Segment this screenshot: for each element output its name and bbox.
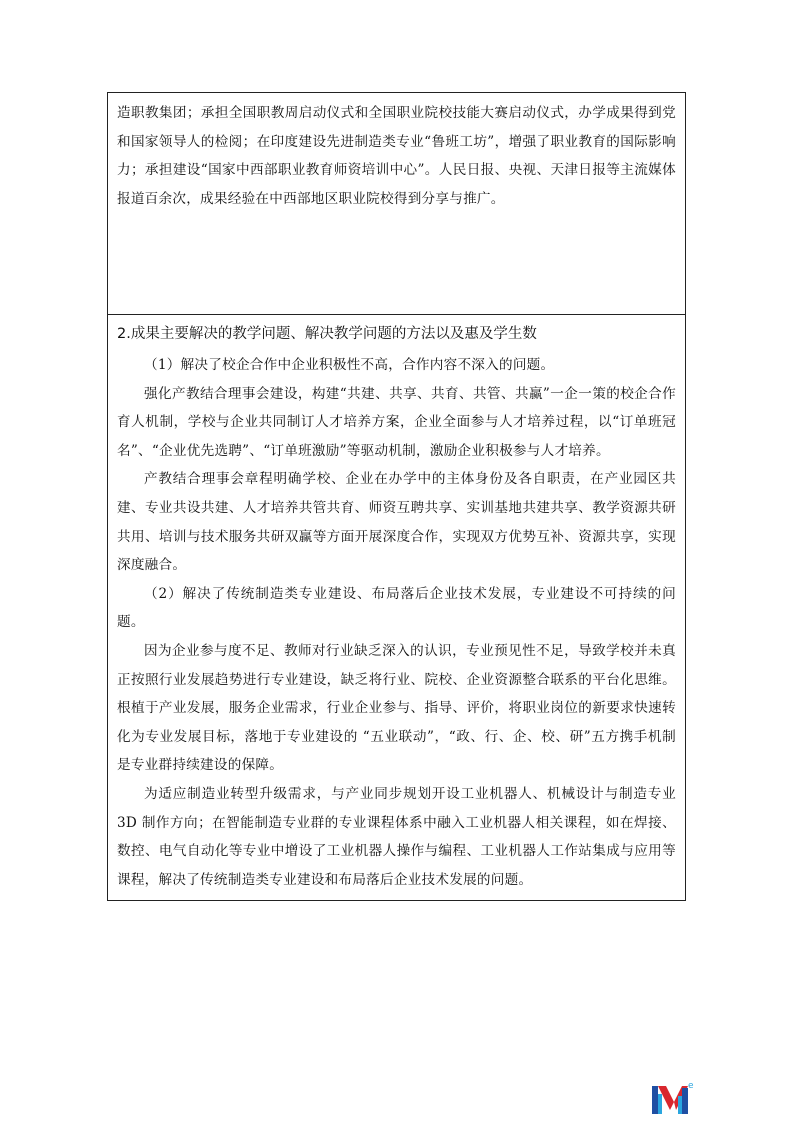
section-heading: 2.成果主要解决的教学问题、解决教学问题的方法以及惠及学生数 [117, 326, 537, 342]
paragraph-5: 因为企业参与度不足、教师对行业缺乏深入的认识，专业预见性不足，导致学校并未真正按照行业发展趋势进行专业建设，缺乏将行业、院校、企业资源整合联系的平台化思维。根植于产业发展，服务企业需求，行业企业参与、指导、评价，将职业岗位的新要求快速转化为专业发展目标，落地于专业建设的 “五业联动”，“政、行、企、校、研”五方携手机制是专业群持续建设的保障。 [117, 642, 676, 774]
content-table [107, 92, 686, 901]
table-cell-top [108, 93, 685, 315]
table-cell-bottom [108, 315, 685, 900]
paragraph-3: 产教结合理事会章程明确学校、企业在办学中的主体身份及各自职责，在产业园区共建、专业共设共建、人才培养共管共育、师资互聘共享、实训基地共建共享、教学资源共研共用、培训与技术服务共研双赢等方面开展深度合作，实现双方优势互补、资源共享，实现深度融合。 [117, 471, 676, 574]
me-logo-icon [650, 1080, 696, 1116]
paragraph-2: 强化产教结合理事会建设，构建“共建、共享、共育、共管、共赢”一企一策的校企合作育人机制，学校与企业共同制订人才培养方案，企业全面参与人才培养过程，以“订单班冠名”、“企业优先选聘”、“订单班激励”等驱动机制，激励企业积极参与人才培养。 [117, 385, 676, 459]
paragraph-6: 为适应制造业转型升级需求，与产业同步规划开设工业机器人、机械设计与制造专业 3D 制作方向；在智能制造专业群的专业课程体系中融入工业机器人相关课程，如在焊接、数控、电气自动化等专业中增设了工业机器人操作与编程、工业机器人工作站集成与应用等课程，解决了传统制造类专业建设和布局落后企业技术发展的问题。 [117, 785, 676, 888]
paragraph-4: （2）解决了传统制造类专业建设、布局落后企业技术发展，专业建设不可持续的问题。 [117, 585, 676, 631]
svg-text:e: e [688, 1081, 694, 1091]
paragraph-1: （1）解决了校企合作中企业积极性不高，合作内容不深入的问题。 [144, 357, 555, 373]
top-paragraph: 造职教集团；承担全国职教周启动仪式和全国职业院校技能大赛启动仪式，办学成果得到党和国家领导人的检阅；在印度建设先进制造类专业“鲁班工坊”，增强了职业教育的国际影响力；承担建设“国家中西部职业教育师资培训中心”。人民日报、央视、天津日报等主流媒体报道百余次，成果经验在中西部地区职业院校得到分享与推广。 [117, 105, 676, 207]
